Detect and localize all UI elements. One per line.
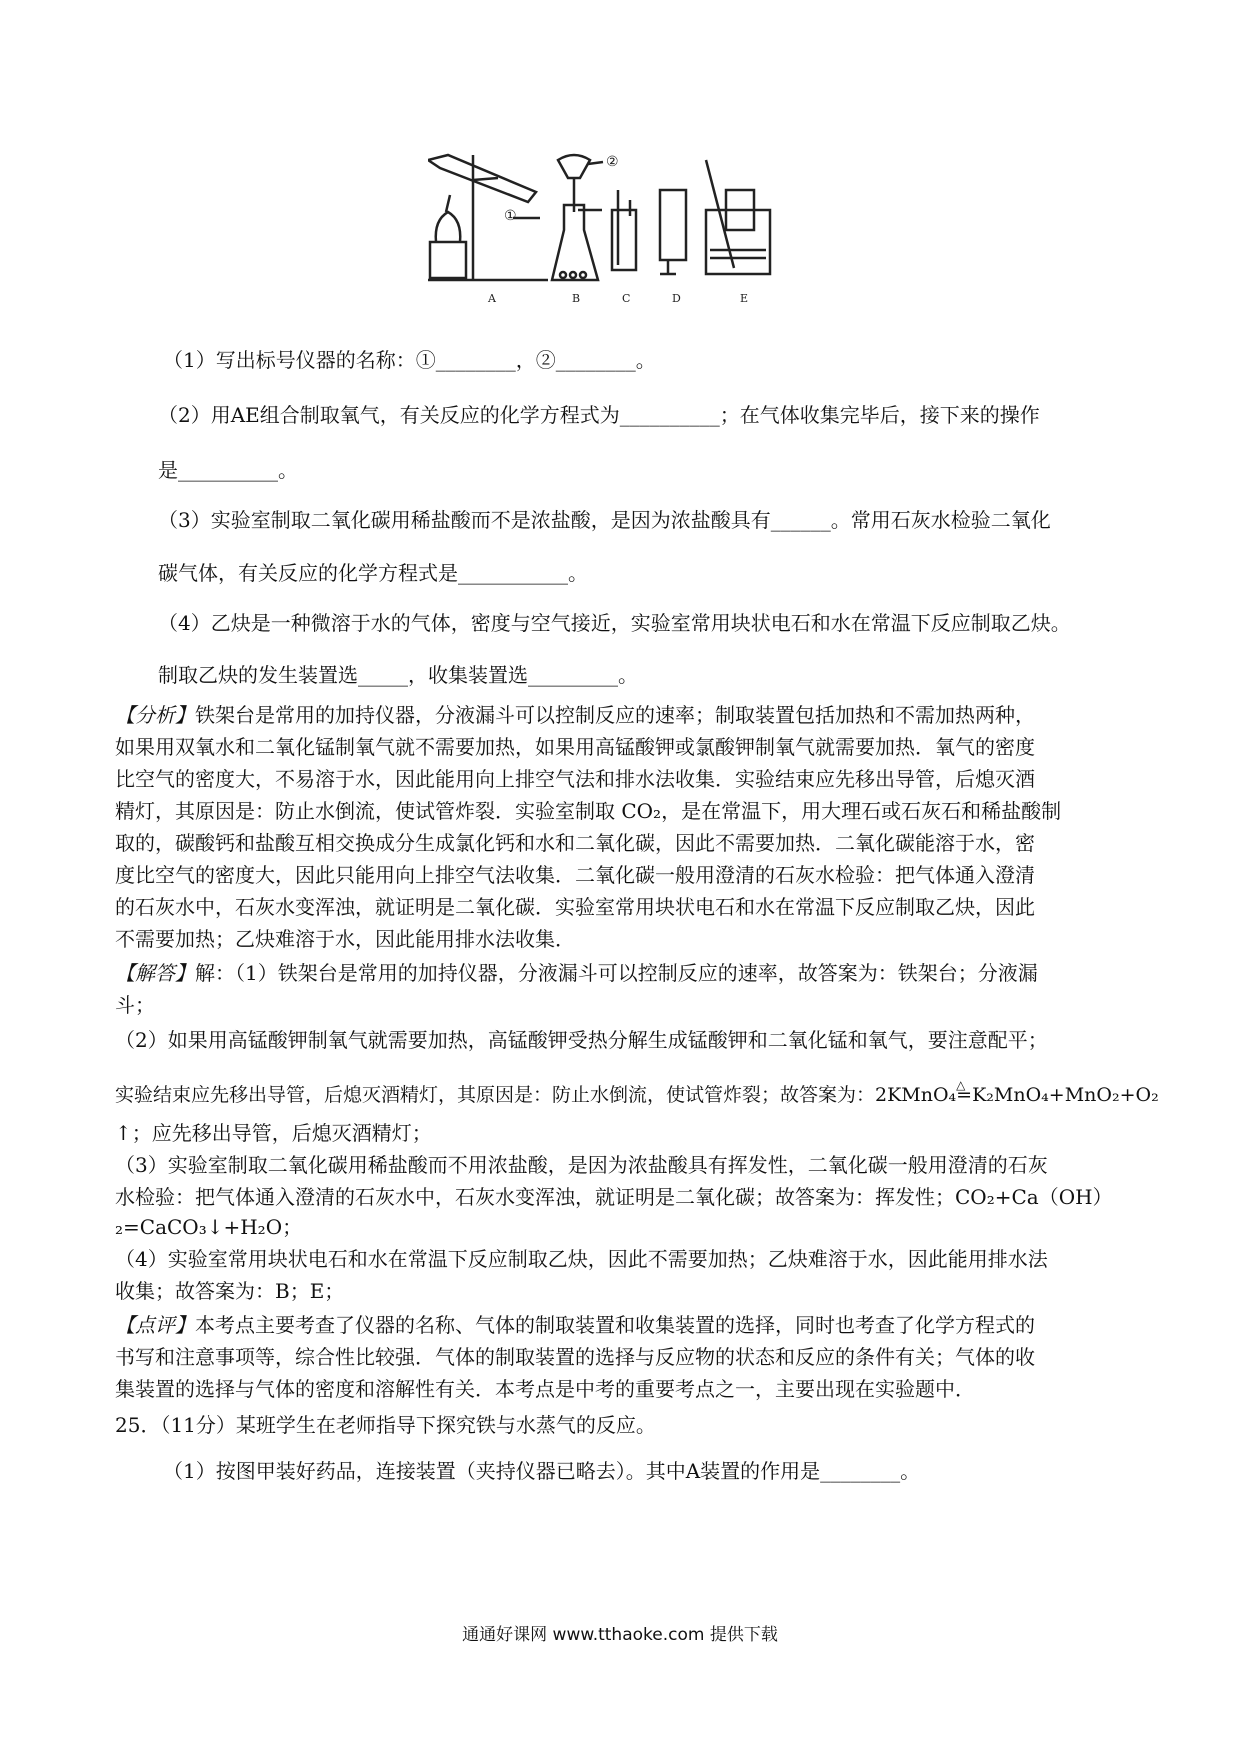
question-25-1: （1）按图甲装好药品，连接装置（夹持仪器已略去）。其中A装置的作用是________。 [163, 1459, 921, 1483]
question-2b: 是__________。 [158, 458, 298, 482]
answer-line-6: （3）实验室制取二氧化碳用稀盐酸而不用浓盐酸，是因为浓盐酸具有挥发性，二氧化碳一般用澄清的石灰 [115, 1153, 1048, 1177]
apparatus-b-conical-flask [552, 155, 603, 280]
answer-tag: 【解答】 [115, 961, 195, 985]
answer-line-3: （2）如果用高锰酸钾制氧气就需要加热，高锰酸钾受热分解生成锰酸钾和二氧化锰和氧气，要注意配平； [115, 1028, 1048, 1052]
comment-tag: 【点评】 [115, 1313, 195, 1337]
answer-line-1: 【解答】解：（1）铁架台是常用的加持仪器，分液漏斗可以控制反应的速率，故答案为：铁架台；分液漏 [115, 961, 1038, 985]
analysis-line-4: 精灯，其原因是：防止水倒流，使试管炸裂．实验室制取 CO₂，是在常温下，用大理石或石灰石和稀盐酸制 [115, 799, 1062, 823]
analysis-line-8: 不需要加热；乙炔难溶于水，因此能用排水法收集． [115, 927, 575, 951]
apparatus-e-water-trough [706, 160, 770, 274]
answer-line-5: ↑；应先移出导管，后熄灭酒精灯； [115, 1121, 432, 1145]
answer-line-7: 水检验：把气体通入澄清的石灰水中，石灰水变浑浊，就证明是二氧化碳；故答案为：挥发性；CO₂+Ca（OH） [115, 1185, 1113, 1209]
footer-credit: 通通好课网 www.tthaoke.com 提供下载 [462, 1625, 778, 1645]
analysis-line-5: 取的，碳酸钙和盐酸互相交换成分生成氯化钙和水和二氧化碳，因此不需要加热．二氧化碳能溶于水，密 [115, 831, 1035, 855]
analysis-tag: 【分析】 [115, 703, 195, 727]
answer-line-2: 斗； [115, 993, 155, 1017]
answer-line-10: 收集；故答案为：B；E； [115, 1279, 345, 1303]
heat-symbol-equation: △ =K₂MnO₄+MnO₂+O₂ [956, 1084, 1159, 1106]
question-3a: （3）实验室制取二氧化碳用稀盐酸而不是浓盐酸，是因为浓盐酸具有______。常用石灰水检验二氧化 [158, 508, 1051, 532]
question-4a: （4）乙炔是一种微溶于水的气体，密度与空气接近，实验室常用块状电石和水在常温下反应制取乙炔。 [158, 611, 1071, 635]
comment-line-3: 集装置的选择与气体的密度和溶解性有关．本考点是中考的重要考点之一，主要出现在实验题中． [115, 1377, 975, 1401]
label-e: E [740, 292, 749, 305]
label-b: B [572, 292, 581, 305]
apparatus-d-gas-bottle [660, 190, 686, 274]
apparatus-a-test-tube-setup [428, 155, 548, 280]
analysis-line-2: 如果用双氧水和二氧化锰制氧气就不需要加热，如果用高锰酸钾或氯酸钾制氧气就需要加热．氧气的密度 [115, 735, 1035, 759]
marker-2: ② [606, 154, 619, 170]
label-a: A [488, 292, 496, 305]
question-4b: 制取乙炔的发生装置选_____，收集装置选_________。 [158, 663, 638, 687]
label-c: C [622, 292, 631, 305]
apparatus-c-gas-bottle [612, 190, 636, 270]
question-1: （1）写出标号仪器的名称：①________，②________。 [163, 348, 656, 372]
question-3b: 碳气体，有关反应的化学方程式是___________。 [158, 561, 588, 585]
analysis-line-1: 【分析】铁架台是常用的加持仪器，分液漏斗可以控制反应的速率；制取装置包括加热和不需加热两种， [115, 703, 1035, 727]
answer-line-8: ₂=CaCO₃↓+H₂O； [115, 1215, 303, 1239]
comment-line-1: 【点评】本考点主要考查了仪器的名称、气体的制取装置和收集装置的选择，同时也考查了化学方程式的 [115, 1313, 1035, 1337]
analysis-line-6: 度比空气的密度大，因此只能用向上排空气法收集．二氧化碳一般用澄清的石灰水检验：把气体通入澄清 [115, 863, 1035, 887]
comment-line-2: 书写和注意事项等，综合性比较强．气体的制取装置的选择与反应物的状态和反应的条件有关；气体的收 [115, 1345, 1035, 1369]
question-25: 25．（11分）某班学生在老师指导下探究铁与水蒸气的反应。 [115, 1413, 656, 1437]
question-2a: （2）用AE组合制取氧气，有关反应的化学方程式为__________；在气体收集完毕后，接下来的操作 [158, 403, 1040, 427]
analysis-line-3: 比空气的密度大，不易溶于水，因此能用向上排空气法和排水法收集．实验结束应先移出导管，后熄灭酒 [115, 767, 1035, 791]
marker-1: ① [504, 208, 517, 224]
answer-line-9: （4）实验室常用块状电石和水在常温下反应制取乙炔，因此不需要加热；乙炔难溶于水，因此能用排水法 [115, 1247, 1048, 1271]
apparatus-figure [428, 150, 848, 330]
label-d: D [672, 292, 681, 305]
analysis-line-7: 的石灰水中，石灰水变浑浊，就证明是二氧化碳．实验室常用块状电石和水在常温下反应制取乙炔，因此 [115, 895, 1035, 919]
answer-line-4: 实验结束应先移出导管，后熄灭酒精灯，其原因是：防止水倒流，使试管炸裂；故答案为：2KMnO₄△ =K₂MnO₄+MnO₂+O₂ [115, 1080, 1159, 1110]
